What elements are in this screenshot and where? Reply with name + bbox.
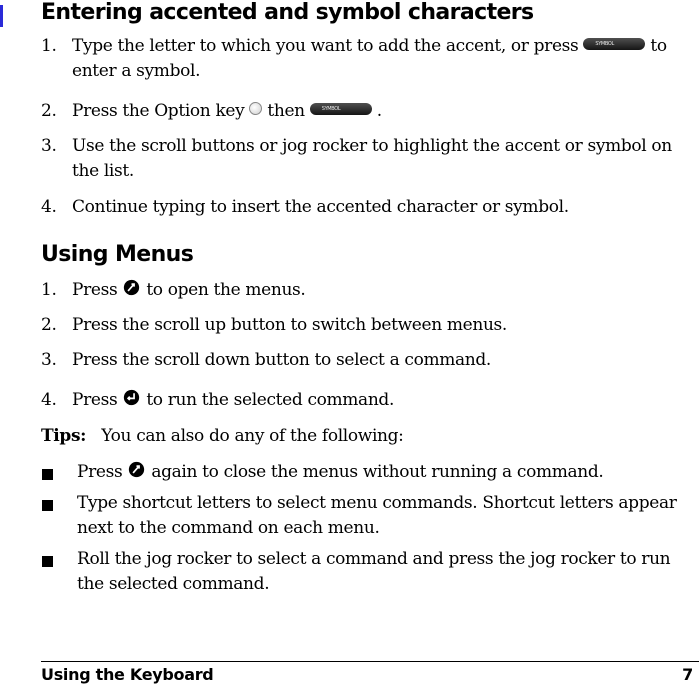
step-2-menus: 2. Press the scroll up button to switch between menus. xyxy=(41,315,507,335)
tip-bullet-3: Roll the jog rocker to select a command and press the jog rocker to run the selected command. xyxy=(41,547,697,597)
step-1-menus: 1. Press to open the menus. xyxy=(41,280,306,300)
bullet-square-icon xyxy=(42,500,53,511)
section-heading-accented: Entering accented and symbol characters xyxy=(41,0,534,25)
step-1-accent: 1. Type the letter to which you want to add the accent, or press SYMBOL to enter a symbol. xyxy=(41,36,667,81)
section-heading-menus: Using Menus xyxy=(41,242,194,267)
tip-bullet-1: Press again to close the menus without running a command. xyxy=(41,460,697,485)
footer-rule xyxy=(41,661,699,662)
menu-key-icon xyxy=(123,279,140,296)
bullet-square-icon xyxy=(42,556,53,567)
step-3-menus: 3. Press the scroll down button to select a command. xyxy=(41,350,491,370)
option-key-icon xyxy=(249,102,262,115)
page-number: 7 xyxy=(682,665,693,684)
menu-key-icon xyxy=(128,461,145,478)
step-2-accent: 2. Press the Option key then SYMBOL . xyxy=(41,101,382,121)
step-4-accent: 4. Continue typing to insert the accented character or symbol. xyxy=(41,197,569,217)
symbol-key-icon: SYMBOL xyxy=(310,103,372,115)
symbol-key-icon: SYMBOL xyxy=(583,38,645,50)
footer-title: Using the Keyboard xyxy=(41,665,214,684)
section-marker-bar xyxy=(0,5,3,27)
tips-line: Tips: You can also do any of the following: xyxy=(41,426,404,446)
step-4-menus: 4. Press to run the selected command. xyxy=(41,390,395,410)
step-3-accent: 3. Use the scroll buttons or jog rocker to highlight the accent or symbol on the list. xyxy=(41,136,672,181)
enter-key-icon xyxy=(123,389,140,406)
tip-bullet-2: Type shortcut letters to select menu commands. Shortcut letters appear next to the command on each menu. xyxy=(41,491,697,541)
bullet-square-icon xyxy=(42,469,53,480)
